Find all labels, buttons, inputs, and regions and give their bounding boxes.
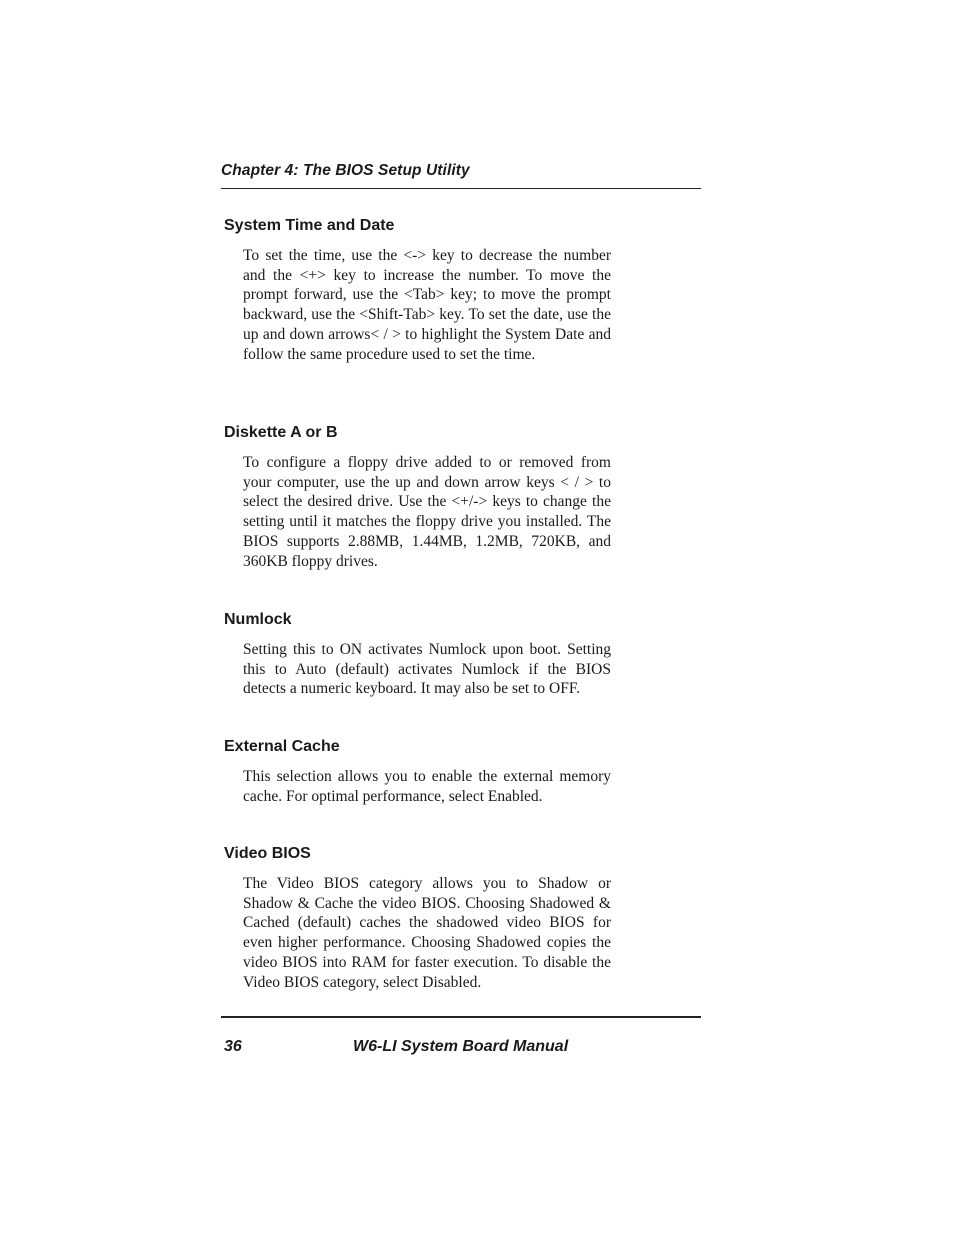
page-number: 36 — [224, 1038, 242, 1055]
section-numlock — [224, 610, 614, 699]
section-body: To configure a floppy drive added to or removed from your computer, use the up and down arrow keys < / > to select the desired drive. Use the <+/-> keys to change the setting until it matches the floppy drive you installed. The BIOS supports 2.88MB, 1.44MB, 1.2MB, 720KB, and 360KB floppy drives. — [243, 454, 611, 570]
section-heading: Video BIOS — [224, 845, 311, 862]
section-body: To set the time, use the <-> key to decrease the number and the <+> key to increase the number. To move the prompt forward, use the <Tab> key; to move the prompt backward, use the <Shift-Tab> key. To set the date, use the up and down arrows< / > to highlight the System Date and follow the same procedure used to set the time. — [243, 247, 611, 363]
section-body: Setting this to ON activates Numlock upon boot. Setting this to Auto (default) activates Numlock if the BIOS detects a numeric keyboard. It may also be set to OFF. — [243, 641, 611, 698]
section-diskette — [224, 423, 614, 571]
footer-rule — [221, 1016, 701, 1018]
header-rule — [221, 188, 701, 189]
chapter-header: Chapter 4: The BIOS Setup Utility — [221, 162, 470, 179]
section-heading: External Cache — [224, 738, 340, 755]
section-system-time-and-date — [224, 216, 614, 364]
manual-title: W6-LI System Board Manual — [353, 1038, 569, 1055]
section-body: This selection allows you to enable the external memory cache. For optimal performance, select Enabled. — [243, 768, 611, 805]
section-body: The Video BIOS category allows you to Shadow or Shadow & Cache the video BIOS. Choosing Shadowed & Cached (default) caches the shadowed video BIOS for even higher performance. Choosing Shadowed copies the video BIOS into RAM for faster execution. To disable the Video BIOS category, select Disabled. — [243, 875, 611, 991]
section-heading: Numlock — [224, 611, 292, 628]
section-external-cache — [224, 737, 614, 806]
section-heading: Diskette A or B — [224, 424, 338, 441]
section-heading: System Time and Date — [224, 217, 395, 234]
section-video-bios — [224, 844, 614, 992]
